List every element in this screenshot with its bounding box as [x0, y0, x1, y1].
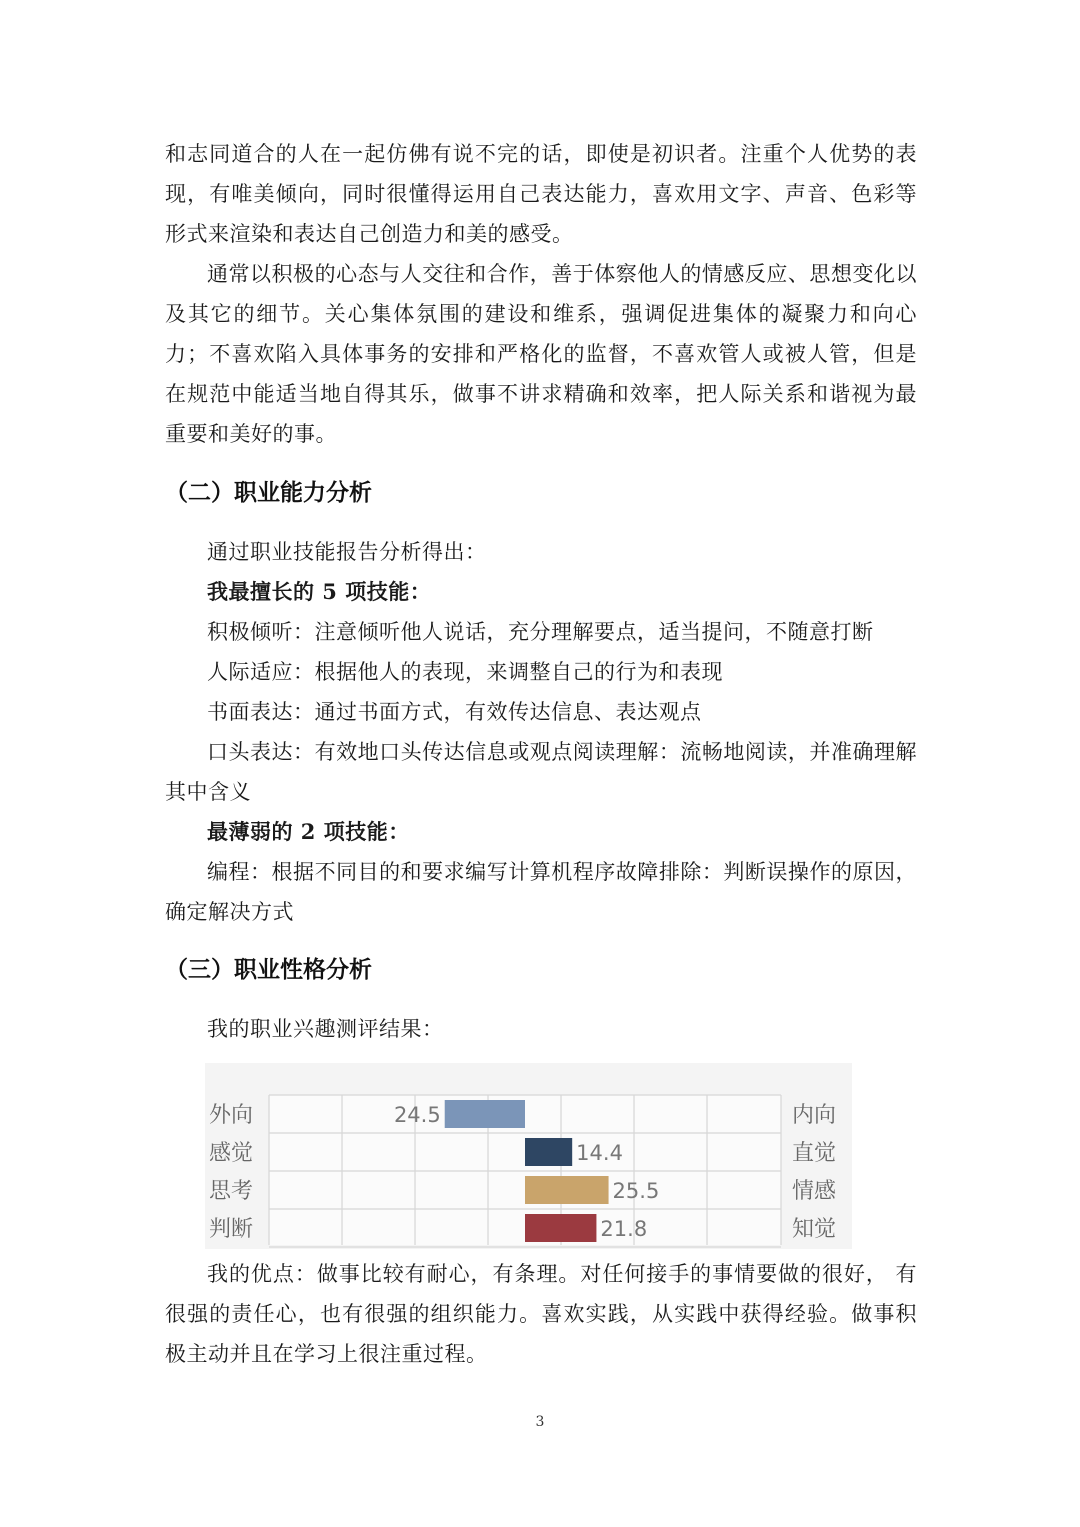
section-2-body: [165, 532, 917, 932]
personality-chart-svg: [205, 1063, 852, 1249]
intro-section: [165, 134, 917, 454]
row-left-label: 感觉: [209, 1141, 254, 1166]
bar-value-label: 14.4: [576, 1141, 623, 1165]
section-3-heading: （三）职业性格分析: [165, 957, 372, 983]
strong-skill-item: 人际适应：根据他人的表现，来调整自己的行为和表现: [207, 660, 723, 684]
row-right-label: 情感: [792, 1179, 837, 1204]
weak-skill-item: 编程：根据不同目的和要求编写计算机程序故障排除：判断误操作的原因，确定解决方式: [165, 860, 917, 924]
bar-value-label: 25.5: [612, 1179, 660, 1203]
section-3-lead: 我的职业兴趣测评结果：: [207, 1017, 444, 1041]
bar-value-label: 24.5: [393, 1103, 441, 1127]
row-left-label: 思考: [209, 1179, 254, 1204]
row-left-label: 外向: [209, 1103, 254, 1128]
personality-chart: [205, 1063, 852, 1249]
section-2-heading: （二）职业能力分析: [165, 480, 372, 506]
intro-paragraph-2: 通常以积极的心态与人交往和合作，善于体察他人的情感反应、思想变化以及其它的细节。关心集体氛围的建设和维系，强调促进集体的凝聚力和向心力；不喜欢陷入具体事务的安排和严格化的监督，不喜欢管人或被人管，但是在规范中能适当地自得其乐，做事不讲求精确和效率，把人际关系和谐视为最重要和美好的事。: [165, 262, 917, 446]
strengths-paragraph: 我的优点：做事比较有耐心，有条理。对任何接手的事情要做的很好， 有很强的责任心，也有很强的组织能力。喜欢实践，从实践中获得经验。做事积极主动并且在学习上很注重过程。: [165, 1262, 917, 1366]
chart-bar: [525, 1214, 596, 1242]
chart-bar: [525, 1138, 572, 1166]
page-number: 3: [535, 1414, 545, 1430]
intro-paragraph-1: 和志同道合的人在一起仿佛有说不完的话，即使是初识者。注重个人优势的表现，有唯美倾向，同时很懂得运用自己表达能力，喜欢用文字、声音、色彩等形式来渲染和表达自己创造力和美的感受。: [165, 142, 917, 246]
row-right-label: 知觉: [792, 1217, 837, 1242]
weak-skills-title: 最薄弱的 2 项技能：: [207, 819, 410, 844]
row-right-label: 直觉: [792, 1141, 837, 1166]
strengths-block: [165, 1254, 917, 1374]
chart-bar: [445, 1100, 525, 1128]
strong-skill-item: 口头表达：有效地口头传达信息或观点阅读理解：流畅地阅读，并准确理解其中含义: [165, 740, 917, 804]
row-left-label: 判断: [209, 1217, 254, 1242]
section-2-lead: 通过职业技能报告分析得出：: [207, 540, 487, 564]
bar-value-label: 21.8: [600, 1217, 648, 1241]
strong-skill-item: 积极倾听：注意倾听他人说话，充分理解要点，适当提问，不随意打断: [207, 620, 874, 644]
section-3-lead-block: [165, 1009, 917, 1049]
strong-skill-item: 书面表达：通过书面方式，有效传达信息、表达观点: [207, 700, 702, 724]
chart-bar: [525, 1176, 609, 1204]
strong-skills-title: 我最擅长的 5 项技能：: [207, 579, 432, 604]
row-right-label: 内向: [792, 1103, 837, 1128]
